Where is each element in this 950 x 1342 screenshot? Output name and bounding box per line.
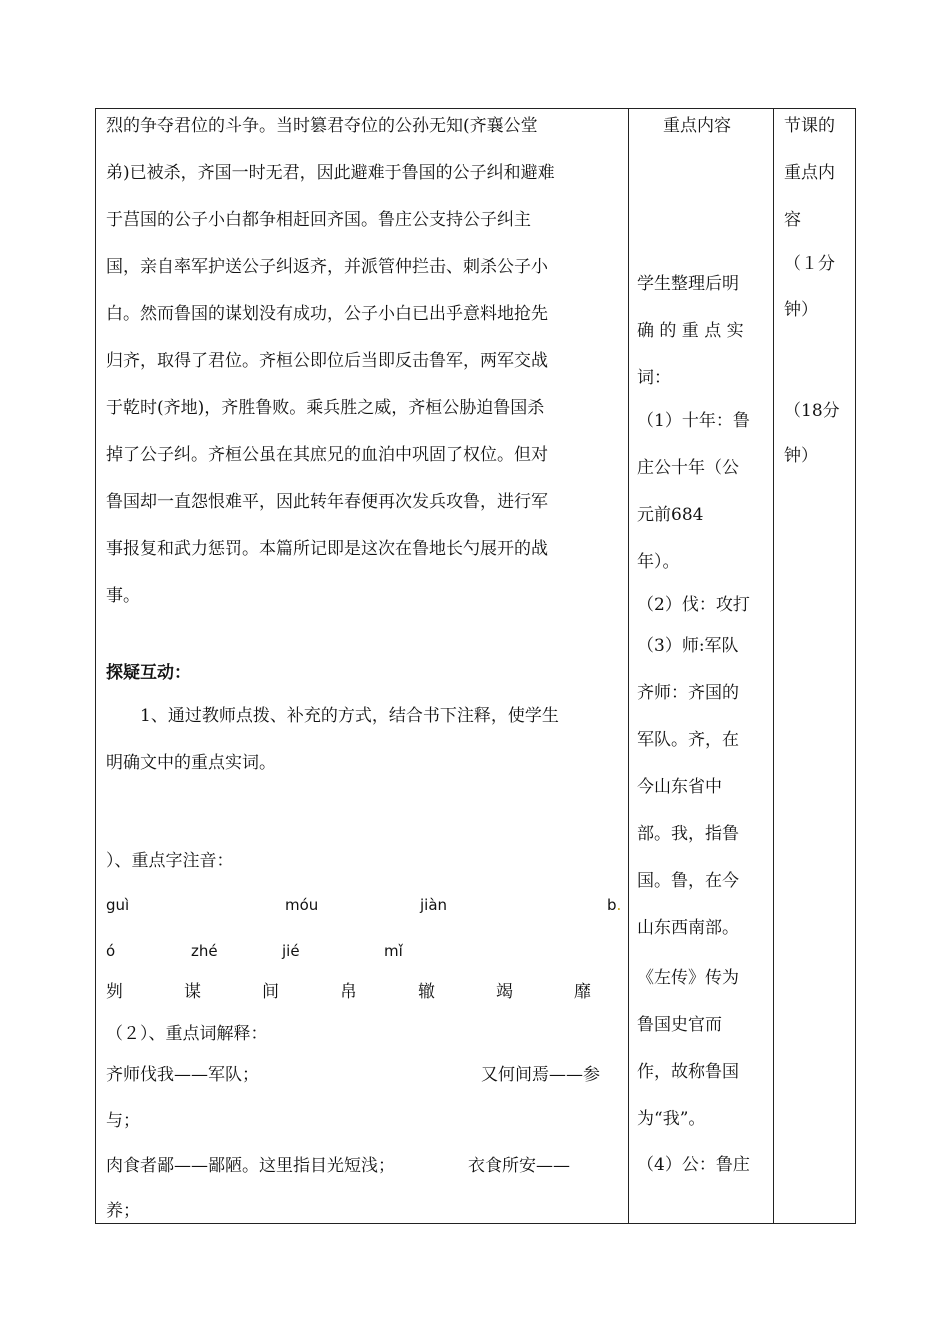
item-text: 1、通过教师点拨、补充的方式，结合书下注释，使学生 <box>140 706 559 726</box>
note-line: 元前684 <box>637 505 704 525</box>
note-line: 鲁国史官而 <box>637 1015 722 1035</box>
pinyin: jié <box>282 942 300 960</box>
note-line: （3）师:军队 <box>637 636 739 656</box>
pinyin: mǐ <box>384 942 403 960</box>
time-line: 重点内 <box>784 163 835 183</box>
paragraph-line: 掉了公子纠。齐桓公虽在其庶兄的血泊中巩固了权位。但对 <box>106 445 548 465</box>
time-line: 节课的 <box>784 116 835 136</box>
pinyin: zhé <box>191 942 218 960</box>
paragraph-line: 于乾时(齐地)，齐胜鲁败。乘兵胜之威，齐桓公胁迫鲁国杀 <box>106 398 545 418</box>
lesson-table <box>95 108 856 1224</box>
note-line: 作，故称鲁国 <box>637 1062 739 1082</box>
note-line: 军队。齐，在 <box>637 730 739 750</box>
character: 谋 <box>184 982 201 1002</box>
note-line: （2）伐：攻打 <box>637 595 750 615</box>
note-line: 齐师：齐国的 <box>637 683 739 703</box>
pronunciation-title: ）、重点字注音： <box>106 851 234 871</box>
note-line: 学生整理后明 <box>637 274 739 294</box>
character: 间 <box>262 982 279 1002</box>
paragraph-line: 事。 <box>106 586 140 606</box>
vocabulary-line: 与； <box>106 1111 140 1131</box>
paragraph-line: 事报复和武力惩罚。本篇所记即是这次在鲁地长勺展开的战 <box>106 539 548 559</box>
key-content-column <box>629 109 774 1223</box>
note-line: （4）公：鲁庄 <box>637 1155 750 1175</box>
pinyin-text: b <box>607 896 617 914</box>
vocabulary-line: 又何间焉——参 <box>481 1065 600 1085</box>
character: 刿 <box>106 982 123 1002</box>
pinyin <box>607 894 621 916</box>
vocabulary-line: 肉食者鄙——鄙陋。这里指目光短浅； <box>106 1156 395 1176</box>
vocabulary-title: （２）、重点词解释： <box>106 1024 268 1044</box>
note-line: 年）。 <box>637 552 680 572</box>
time-column <box>774 109 857 1223</box>
note-line: 今山东省中 <box>637 777 722 797</box>
item-text: 明确文中的重点实词。 <box>106 753 276 773</box>
paragraph-line: 烈的争夺君位的斗争。当时篡君夺位的公孙无知(齐襄公堂 <box>106 116 538 136</box>
vocabulary-line: 齐师伐我——军队； <box>106 1065 259 1085</box>
time-line: 钟） <box>784 300 818 320</box>
paragraph-line: 国，亲自率军护送公子纠返齐，并派管仲拦击、刺杀公子小 <box>106 257 548 277</box>
paragraph-line: 归齐，取得了君位。齐桓公即位后当即反击鲁军，两军交战 <box>106 351 548 371</box>
section-title: 探疑互动： <box>106 663 191 683</box>
note-line: 庄公十年（公 <box>637 458 739 478</box>
paragraph-line: 弟)已被杀，齐国一时无君，因此避难于鲁国的公子纠和避难 <box>106 163 555 183</box>
note-line: （1）十年：鲁 <box>637 411 750 431</box>
vocabulary-line: 衣食所安—— <box>468 1156 570 1176</box>
note-line: 为“我”。 <box>637 1109 706 1129</box>
time-line: 容 <box>784 210 801 230</box>
character: 竭 <box>496 982 513 1002</box>
note-line: 国。鲁，在今 <box>637 871 739 891</box>
dot-mark: . <box>616 896 622 914</box>
pinyin: ó <box>106 942 116 960</box>
paragraph-line: 鲁国却一直怨恨难平，因此转年春便再次发兵攻鲁，进行军 <box>106 492 548 512</box>
note-line: 山东西南部。 <box>637 918 739 938</box>
paragraph-line: 白。然而鲁国的谋划没有成功，公子小白已出乎意料地抢先 <box>106 304 548 324</box>
time-line: 钟） <box>784 446 818 466</box>
column-header: 重点内容 <box>663 116 731 136</box>
character: 帛 <box>340 982 357 1002</box>
main-content-column <box>96 109 629 1223</box>
time-line: （18分 <box>784 401 840 421</box>
vocabulary-line: 养； <box>106 1201 140 1221</box>
pinyin: móu <box>285 896 319 914</box>
note-line: 《左传》传为 <box>637 968 739 988</box>
note-line: 词： <box>637 368 671 388</box>
note-line: 确 的 重 点 实 <box>637 321 744 341</box>
note-line: 部。我，指鲁 <box>637 824 739 844</box>
pinyin: guì <box>106 896 130 914</box>
pinyin: jiàn <box>420 896 448 914</box>
character: 辙 <box>418 982 435 1002</box>
time-line: （１分 <box>784 254 835 274</box>
paragraph-line: 于莒国的公子小白都争相赶回齐国。鲁庄公支持公子纠主 <box>106 210 531 230</box>
character: 靡 <box>574 982 591 1002</box>
